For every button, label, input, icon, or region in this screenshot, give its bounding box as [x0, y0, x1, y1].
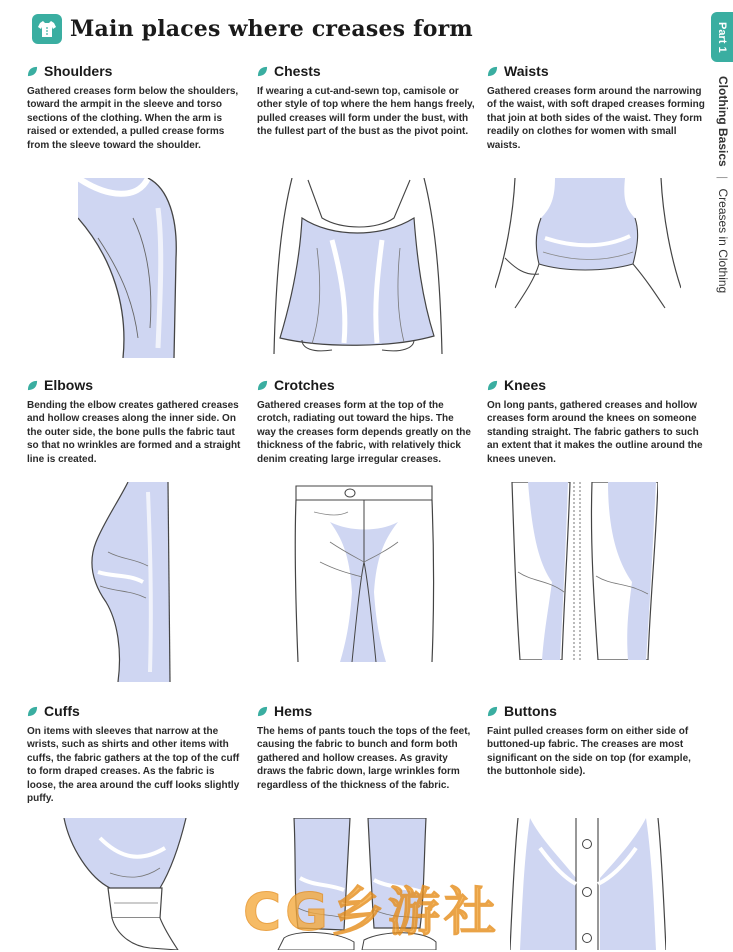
- section-title: Buttons: [504, 703, 557, 719]
- section-shoulders: [27, 63, 245, 152]
- watermark-char: C: [243, 883, 282, 943]
- page-header: [32, 14, 473, 44]
- buttons-illustration: [510, 818, 666, 950]
- section-title: Shoulders: [44, 63, 113, 79]
- waists-illustration: [495, 178, 681, 314]
- leaf-bullet-icon: [487, 380, 498, 391]
- leaf-bullet-icon: [27, 66, 38, 77]
- watermark-char: 社: [443, 883, 496, 943]
- chests-illustration: [272, 178, 444, 354]
- leaf-bullet-icon: [257, 380, 268, 391]
- section-title: Hems: [274, 703, 313, 719]
- section-title: Elbows: [44, 377, 94, 393]
- section-title: Chests: [274, 63, 321, 79]
- part-tab-label: Part 1: [716, 21, 728, 53]
- section-crotches: [257, 377, 475, 466]
- knees-illustration: [508, 482, 658, 660]
- side-breadcrumb: [716, 76, 730, 293]
- section-knees: [487, 377, 705, 466]
- section-elbows: [27, 377, 245, 466]
- section-body: Gathered creases form below the shoulders, toward the armpit in the sleeve and torso sections of the clothing. When the arm is raised or extended, a pulled crease forms from the sleeve toward the shoulder.: [27, 86, 239, 151]
- page-title: Main places where creases form: [70, 16, 473, 42]
- shirt-icon: [32, 14, 62, 44]
- watermark-logo: [243, 883, 496, 943]
- section-title: Crotches: [274, 377, 335, 393]
- section-body: On long pants, gathered creases and hollow creases form around the knees on someone standing straight. The fabric gathers to such an extent that it makes the outline around the knees uneven.: [487, 400, 703, 465]
- section-body: On items with sleeves that narrow at the wrists, such as shirts and other items with cuffs, the fabric gathers at the top of the cuff to form draped creases. As the fabric is loose, the area around the cuff looks slightly puffy.: [27, 726, 240, 805]
- section-chests: [257, 63, 475, 139]
- section-body: Bending the elbow creates gathered creases and hollow creases along the inner side. On the outer side, the bone pulls the fabric taut so that no wrinkles are formed and a straight line is created.: [27, 400, 241, 465]
- leaf-bullet-icon: [487, 706, 498, 717]
- leaf-bullet-icon: [27, 380, 38, 391]
- section-body: Gathered creases form at the top of the crotch, radiating out toward the hips. The way the creases form depends greatly on the thickness of the fabric, with relatively thick denim creating large irregular creases.: [257, 400, 471, 465]
- section-hems: [257, 703, 475, 792]
- elbows-illustration: [88, 482, 172, 682]
- cuffs-illustration: [60, 818, 190, 950]
- section-body: Gathered creases form around the narrowing of the waist, with soft draped creases forming that join at both sides of the waist. They form readily on clothes for women with small waists.: [487, 86, 705, 151]
- section-body: If wearing a cut-and-sewn top, camisole or other style of top where the hem hangs freely, pulled creases will form under the bust, with the fullest part of the bust as the pivot point.: [257, 86, 475, 138]
- watermark-char: 乡: [331, 883, 384, 943]
- watermark-char: 游: [387, 883, 440, 943]
- leaf-bullet-icon: [257, 706, 268, 717]
- leaf-bullet-icon: [27, 706, 38, 717]
- side-section-label: Clothing Basics: [716, 76, 730, 167]
- part-tab[interactable]: [711, 12, 733, 62]
- section-title: Waists: [504, 63, 549, 79]
- side-divider: |: [716, 176, 730, 180]
- leaf-bullet-icon: [487, 66, 498, 77]
- section-buttons: [487, 703, 705, 779]
- watermark-char: G: [285, 883, 328, 943]
- section-title: Cuffs: [44, 703, 80, 719]
- shoulders-illustration: [78, 178, 178, 358]
- section-cuffs: [27, 703, 245, 805]
- section-body: The hems of pants touch the tops of the feet, causing the fabric to bunch and form both gathered and hollow creases. As gravity draws the fabric down, large wrinkles form regardless of the thickness of the fabric.: [257, 726, 471, 791]
- section-waists: [487, 63, 705, 152]
- crotches-illustration: [290, 482, 438, 662]
- side-subsection-label: Creases in Clothing: [716, 188, 730, 294]
- section-body: Faint pulled creases form on either side of buttoned-up fabric. The creases are most significant on the side on top (for example, the buttonhole side).: [487, 726, 691, 778]
- section-title: Knees: [504, 377, 547, 393]
- leaf-bullet-icon: [257, 66, 268, 77]
